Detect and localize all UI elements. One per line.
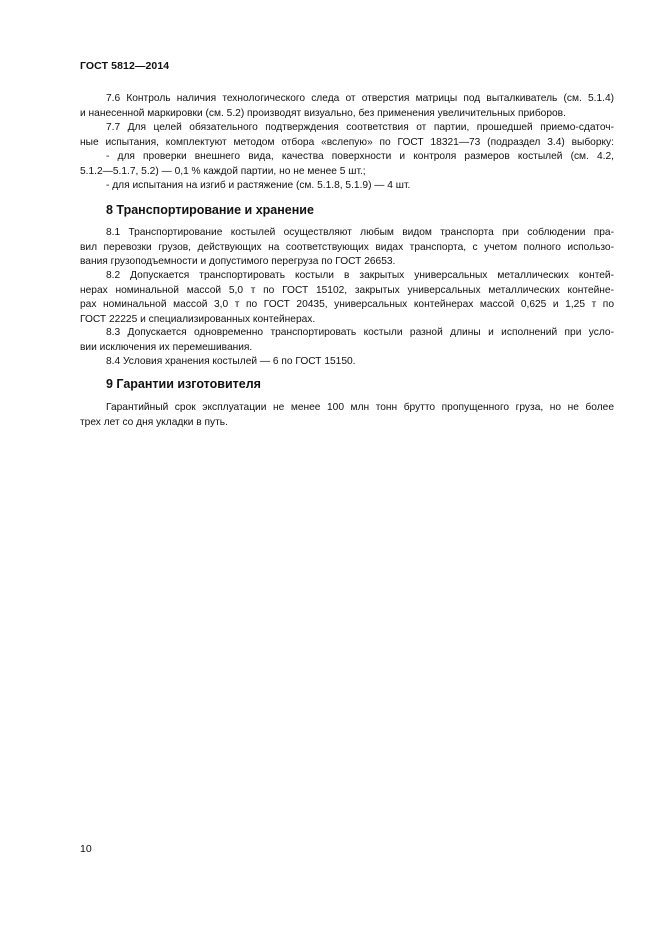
text-line: 8.2 Допускается транспортировать костыли в закрытых универсальных металлических контей- (106, 270, 614, 281)
text-line: и нанесенной маркировки (см. 5.2) производят визуально, без применения увеличительных приборов. (80, 107, 566, 119)
text-line: 8.4 Условия хранения костылей — 6 по ГОСТ 15150. (106, 356, 356, 367)
list-item: - для проверки внешнего вида, качества поверхности и контроля размеров костылей (см. 4.2, (106, 151, 614, 162)
text-line: 8.3 Допускается одновременно транспортировать костыли разной длины и исполнений при усло- (106, 327, 614, 338)
paragraph-9 (80, 401, 614, 430)
text-line: рах номинальной массой 3,0 т по ГОСТ 20435, универсальных контейнерах массой 0,625 и 1,25 т по (80, 299, 614, 310)
paragraph-7-7 (80, 121, 614, 194)
text-line: Гарантийный срок эксплуатации не менее 100 млн тонн брутто пропущенного груза, но не более (106, 402, 614, 413)
text-line: 8.1 Транспортирование костылей осуществляют любым видом транспорта при соблюдении пра- (106, 227, 614, 238)
page-number: 10 (80, 843, 92, 855)
text-line: 7.7 Для целей обязательного подтверждения соответствия от партии, прошедшей приемо-сдаточ- (106, 122, 614, 133)
paragraph-7-6 (80, 92, 614, 121)
text-line: вии исключения их перемешивания. (80, 341, 253, 353)
paragraph-8-1 (80, 226, 614, 270)
text-line: вил перевозки грузов, действующих на соответствующих видах транспорта, с учетом полного использо- (80, 241, 614, 253)
text-line: 7.6 Контроль наличия технологического следа от отверстия матрицы под выталкиватель (см. 5.1.4) (106, 93, 614, 104)
paragraph-8-2 (80, 269, 614, 327)
section-title-9: 9 Гарантии изготовителя (106, 377, 261, 391)
text-line: вания грузоподъемности и допустимого перегруза по ГОСТ 26653. (80, 256, 396, 267)
section-title-8: 8 Транспортирование и хранение (106, 203, 314, 217)
text-line: 5.1.2—5.1.7, 5.2) — 0,1 % каждой партии, но не менее 5 шт.; (80, 165, 366, 177)
text-line: нерах номинальной массой 5,0 т по ГОСТ 15102, закрытых универсальных металлических контейне- (80, 284, 614, 296)
paragraph-8-4 (80, 355, 614, 370)
document-header: ГОСТ 5812—2014 (80, 60, 170, 72)
list-item: - для испытания на изгиб и растяжение (см. 5.1.8, 5.1.9) — 4 шт. (106, 180, 411, 191)
text-line: трех лет со дня укладки в путь. (80, 416, 228, 428)
text-line: ные испытания, комплектуют методом отбора «вслепую» по ГОСТ 18321—73 (подраздел 3.4) выборку: (80, 136, 614, 148)
text-line: ГОСТ 22225 и специализированных контейнерах. (80, 313, 316, 325)
paragraph-8-3 (80, 326, 614, 355)
